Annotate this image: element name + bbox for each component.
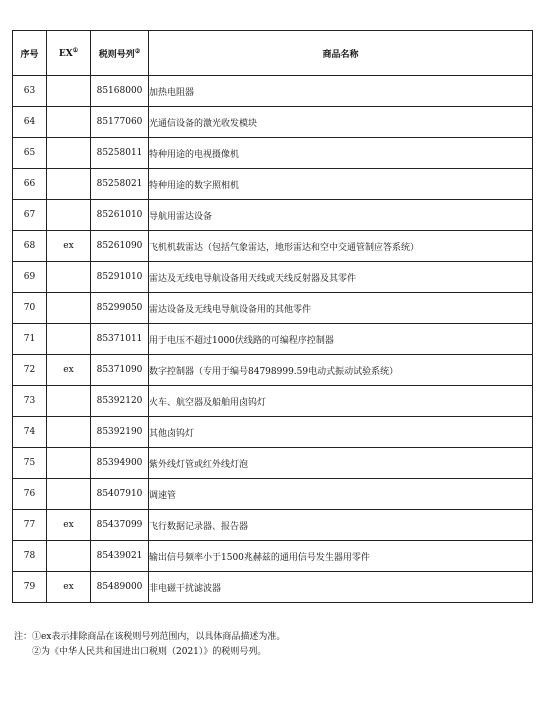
row-code: 85261010	[91, 200, 149, 231]
row-name: 特种用途的数字照相机	[149, 169, 533, 200]
row-ex	[47, 417, 91, 448]
row-seq: 76	[13, 479, 47, 510]
row-code: 85168000	[91, 76, 149, 107]
row-code: 85371090	[91, 355, 149, 386]
row-name: 用于电压不超过1000伏线路的可编程序控制器	[149, 324, 533, 355]
table-row	[13, 138, 533, 169]
row-code: 85489000	[91, 572, 149, 603]
row-code: 85258011	[91, 138, 149, 169]
table-row	[13, 262, 533, 293]
footnotes	[14, 630, 285, 660]
row-seq: 69	[13, 262, 47, 293]
header-name	[149, 31, 533, 76]
footnote-1-text: ①ex表示排除商品在该税则号列范围内，以具体商品描述为准。	[32, 632, 286, 642]
row-code: 85371011	[91, 324, 149, 355]
row-ex: ex	[47, 231, 91, 262]
row-ex	[47, 107, 91, 138]
row-name: 数字控制器（专用于编号84798999.59电动式振动试验系统）	[149, 355, 533, 386]
table-row	[13, 448, 533, 479]
row-code: 85437099	[91, 510, 149, 541]
row-seq: 65	[13, 138, 47, 169]
table-header-row	[13, 31, 533, 76]
header-seq-label: 序号	[20, 49, 39, 60]
row-seq: 63	[13, 76, 47, 107]
table-row	[13, 541, 533, 572]
row-seq: 74	[13, 417, 47, 448]
table-row	[13, 479, 533, 510]
row-ex	[47, 169, 91, 200]
row-code: 85299050	[91, 293, 149, 324]
row-name: 导航用雷达设备	[149, 200, 533, 231]
row-seq: 77	[13, 510, 47, 541]
row-ex: ex	[47, 355, 91, 386]
row-ex	[47, 138, 91, 169]
header-code-label: 税则号列	[98, 49, 135, 60]
row-seq: 66	[13, 169, 47, 200]
table-row	[13, 386, 533, 417]
row-name: 输出信号频率小于1500兆赫兹的通用信号发生器用零件	[149, 541, 533, 572]
row-name: 飞行数据记录器、报告器	[149, 510, 533, 541]
row-code: 85394900	[91, 448, 149, 479]
table-row	[13, 355, 533, 386]
table-row	[13, 107, 533, 138]
footnote-2	[14, 645, 285, 660]
row-code: 85392120	[91, 386, 149, 417]
header-ex-label: EX	[58, 49, 73, 59]
table-row	[13, 417, 533, 448]
row-seq: 79	[13, 572, 47, 603]
row-seq: 75	[13, 448, 47, 479]
row-ex	[47, 324, 91, 355]
row-code: 85392190	[91, 417, 149, 448]
table-row	[13, 293, 533, 324]
row-seq: 68	[13, 231, 47, 262]
row-ex	[47, 479, 91, 510]
table-row	[13, 76, 533, 107]
row-ex	[47, 200, 91, 231]
row-ex	[47, 76, 91, 107]
row-name: 非电磁干扰滤波器	[149, 572, 533, 603]
row-code: 85258021	[91, 169, 149, 200]
table-row	[13, 231, 533, 262]
table-row	[13, 200, 533, 231]
row-name: 特种用途的电视摄像机	[149, 138, 533, 169]
footnote-1	[14, 630, 285, 645]
row-seq: 70	[13, 293, 47, 324]
row-ex: ex	[47, 510, 91, 541]
row-code: 85261090	[91, 231, 149, 262]
row-ex	[47, 448, 91, 479]
row-ex	[47, 541, 91, 572]
row-ex	[47, 386, 91, 417]
row-name: 火车、航空器及船舶用卤钨灯	[149, 386, 533, 417]
table-row	[13, 572, 533, 603]
row-seq: 78	[13, 541, 47, 572]
row-ex	[47, 262, 91, 293]
row-name: 飞机机载雷达（包括气象雷达，地形雷达和空中交通管制应答系统）	[149, 231, 533, 262]
row-name: 其他卤钨灯	[149, 417, 533, 448]
row-name: 加热电阻器	[149, 76, 533, 107]
row-ex	[47, 293, 91, 324]
header-ex	[47, 31, 91, 76]
row-seq: 72	[13, 355, 47, 386]
header-code	[91, 31, 149, 76]
tariff-table	[12, 30, 533, 603]
row-name: 光通信设备的激光收发模块	[149, 107, 533, 138]
header-code-footnote-mark: ②	[134, 47, 141, 55]
table-row	[13, 510, 533, 541]
row-seq: 67	[13, 200, 47, 231]
footnote-2-text: ②为《中华人民共和国进出口税则（2021）》的税则号列。	[32, 647, 267, 657]
header-name-label: 商品名称	[322, 49, 359, 60]
table-row	[13, 169, 533, 200]
row-code: 85291010	[91, 262, 149, 293]
row-name: 雷达设备及无线电导航设备用的其他零件	[149, 293, 533, 324]
row-seq: 71	[13, 324, 47, 355]
row-name: 调速管	[149, 479, 533, 510]
header-ex-footnote-mark: ①	[72, 47, 79, 54]
row-name: 雷达及无线电导航设备用天线或天线反射器及其零件	[149, 262, 533, 293]
row-code: 85177060	[91, 107, 149, 138]
row-code: 85439021	[91, 541, 149, 572]
row-ex: ex	[47, 572, 91, 603]
footnote-label: 注：	[14, 632, 33, 642]
row-seq: 64	[13, 107, 47, 138]
row-name: 紫外线灯管或红外线灯泡	[149, 448, 533, 479]
header-seq	[13, 31, 47, 76]
row-code: 85407910	[91, 479, 149, 510]
row-seq: 73	[13, 386, 47, 417]
table-row	[13, 324, 533, 355]
